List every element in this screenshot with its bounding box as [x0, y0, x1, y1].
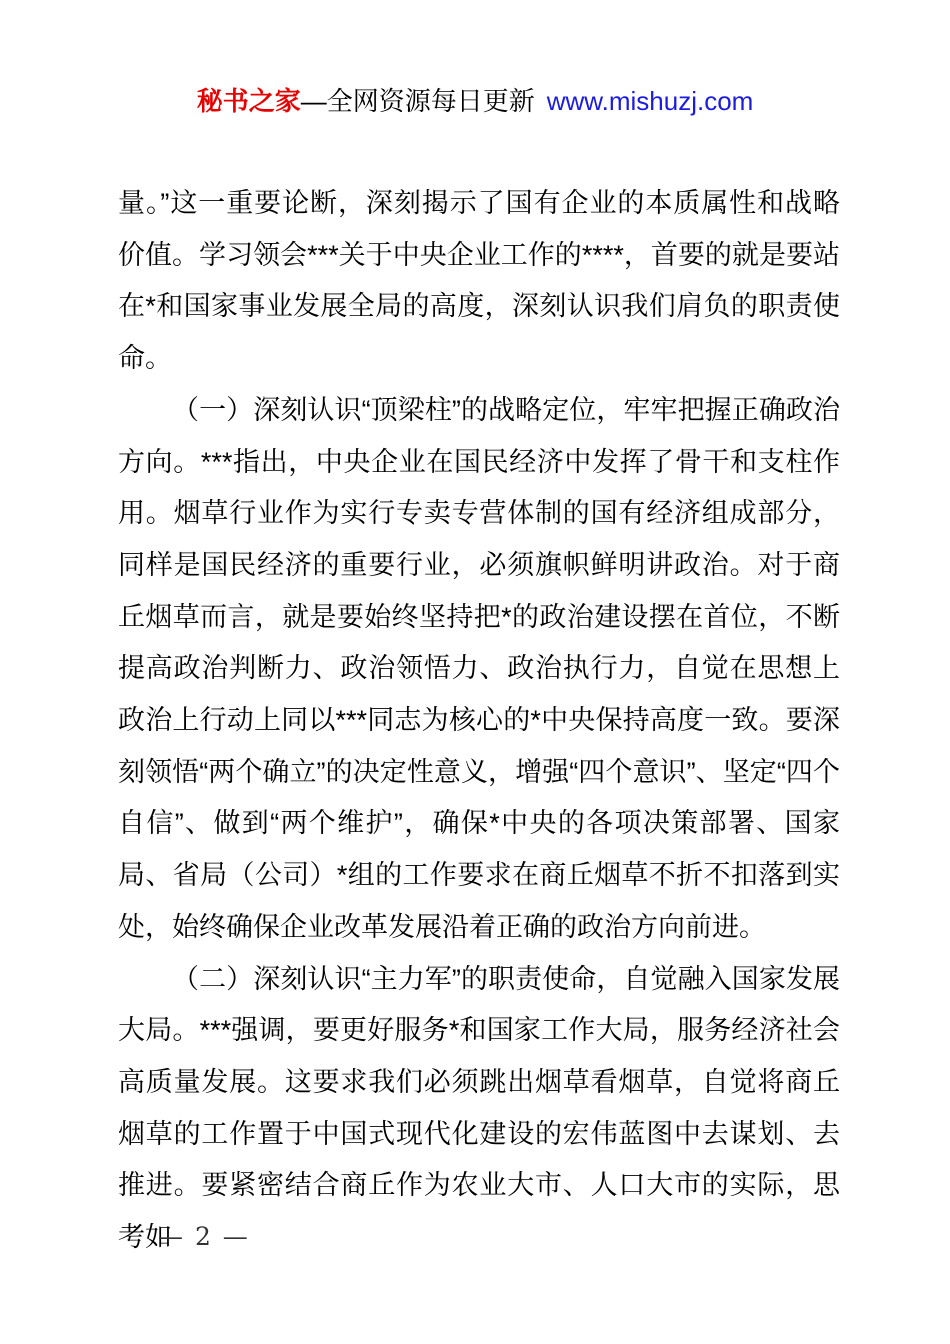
site-url-link[interactable]: www.mishuzj.com [546, 86, 754, 116]
paragraph-section-one: （一）深刻认识“顶梁柱”的战略定位，牢牢把握正确政治方向。***指出，中央企业在国民经济中发挥了骨干和支柱作用。烟草行业作为实行专卖专营体制的国有经济组成部分，同样是国民经济的重要行业，必须旗帜鲜明讲政治。对于商丘烟草而言，就是要始终坚持把*的政治建设摆在首位，不断提高政治判断力、政治领悟力、政治执行力，自觉在思想上政治上行动上同以***同志为核心的*中央保持高度一致。要深刻领悟“两个确立”的决定性意义，增强“四个意识”、坚定“四个自信”、做到“两个维护”，确保*中央的各项决策部署、国家局、省局（公司）*组的工作要求在商丘烟草不折不扣落到实处，始终确保企业改革发展沿着正确的政治方向前进。 [118, 394, 840, 942]
site-brand: 秘书之家 [196, 86, 301, 116]
page-header [0, 84, 950, 118]
paragraph-continuation: 量。”这一重要论断，深刻揭示了国有企业的本质属性和战略价值。学习领会***关于中央企业工作的****，首要的就是要站在*和国家事业发展全局的高度，深刻认识我们肩负的职责使命。 [118, 188, 840, 374]
document-body [118, 178, 840, 1264]
header-tagline: —全网资源每日更新 [300, 86, 535, 116]
paragraph-section-two: （二）深刻认识“主力军”的职责使命，自觉融入国家发展大局。***强调，要更好服务*和国家工作大局，服务经济社会高质量发展。这要求我们必须跳出烟草看烟草，自觉将商丘烟草的工作置于中国式现代化建设的宏伟蓝图中去谋划、去推进。要紧密结合商丘作为农业大市、人口大市的实际，思考如 [118, 963, 840, 1253]
page-number: — 2 — [158, 1222, 250, 1251]
page-footer [158, 1222, 250, 1251]
